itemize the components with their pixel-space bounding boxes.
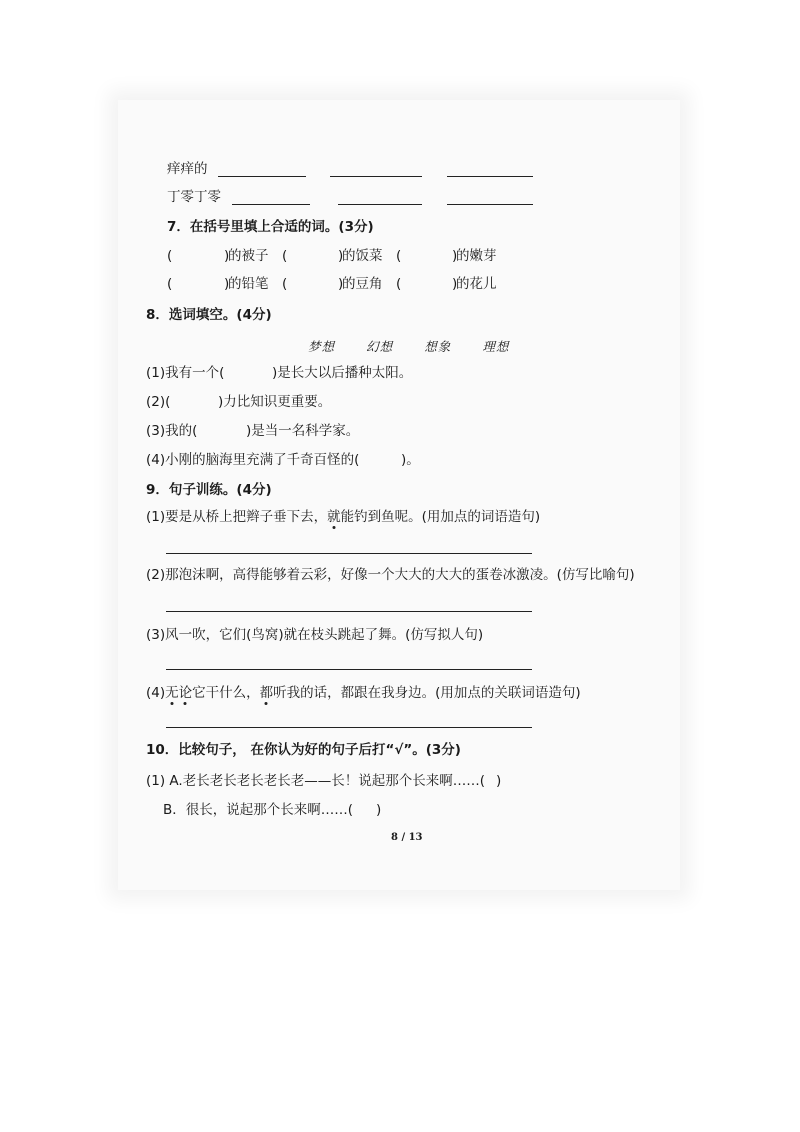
q8-word-3: 想象 [424, 339, 452, 354]
q6-row1-blank2[interactable] [330, 175, 422, 177]
q7-paren-open-6: ( [396, 276, 402, 292]
q9-s4-part-a: (4) [146, 685, 166, 701]
q9-sentence-3: (3)风一吹，它们(鸟窝)就在枝头跳起了舞。(仿写拟人句) [146, 627, 484, 643]
q10-option-b-close: ) [376, 802, 382, 818]
q6-row1-blank3[interactable] [447, 175, 533, 177]
q8-word-bank [308, 336, 535, 355]
q7-paren-close-1: ) [224, 248, 230, 264]
q7-paren-close-4: ) [224, 276, 230, 292]
q7-paren-open-3: ( [396, 248, 402, 264]
q7-item-5: 的豆角 [342, 276, 383, 292]
q9-s1-part-b: 能钓到鱼呢。(用加点的词语造句) [340, 509, 541, 525]
q6-row1-blank1[interactable] [218, 175, 306, 177]
q8-title: 8．选词填空。(4分) [146, 307, 272, 323]
q9-sentence-2: (2)那泡沫啊，高得能够着云彩，好像一个大大的大大的蛋卷冰激凌。(仿写比喻句) [146, 567, 635, 583]
q8-sentence-1-start: (1)我有一个( [146, 365, 225, 381]
q10-option-b: B．很长，说起那个长来啊……( [163, 802, 354, 818]
q10-option-a: (1) A.老长老长老长老长老——长！说起那个长来啊……( [146, 773, 485, 789]
page-number: 8 / 13 [391, 832, 423, 843]
q9-s4-dotted-1: 无 [165, 685, 179, 701]
q9-answer-line-3[interactable] [166, 668, 532, 670]
q8-sentence-2-start: (2)( [146, 394, 171, 410]
q6-row2-blank2[interactable] [338, 203, 422, 205]
q9-s4-dotted-2: 论 [178, 685, 193, 701]
q7-paren-open-4: ( [167, 276, 173, 292]
q7-paren-close-2: ) [338, 248, 344, 264]
q9-s4-part-b: 它干什么， [192, 685, 260, 701]
q9-sentence-1 [146, 508, 540, 526]
q8-sentence-4-start: (4)小刚的脑海里充满了千奇百怪的( [146, 452, 360, 468]
q6-row2-blank1[interactable] [232, 203, 310, 205]
q9-answer-line-1[interactable] [166, 552, 532, 554]
q7-item-4: 的铅笔 [228, 276, 269, 292]
q9-s4-part-c: 听我的话，都跟在我身边。(用加点的关联词语造句) [273, 685, 581, 701]
q7-item-1: 的被子 [228, 248, 269, 264]
q9-sentence-4 [146, 684, 581, 702]
q7-paren-open-2: ( [282, 248, 288, 264]
q7-paren-open-5: ( [282, 276, 288, 292]
q8-sentence-2-end: )力比知识更重要。 [218, 394, 332, 410]
q7-item-6: 的花儿 [456, 276, 497, 292]
q6-row2-label: 丁零丁零 [167, 189, 221, 205]
q8-word-1: 梦想 [308, 339, 336, 354]
q7-paren-open-1: ( [167, 248, 173, 264]
q9-s1-dotted-word: 就 [327, 509, 341, 525]
q7-paren-close-5: ) [338, 276, 344, 292]
q8-sentence-3-end: )是当一名科学家。 [246, 423, 360, 439]
q7-paren-close-3: ) [452, 248, 458, 264]
q7-paren-close-6: ) [452, 276, 458, 292]
q7-item-2: 的饭菜 [342, 248, 383, 264]
q9-title: 9．句子训练。(4分) [146, 482, 272, 498]
q8-word-2: 幻想 [366, 339, 394, 354]
q9-s1-part-a: (1)要是从桥上把辫子垂下去， [146, 509, 328, 525]
q9-answer-line-4[interactable] [166, 726, 532, 728]
q6-row2-blank3[interactable] [447, 203, 533, 205]
q6-row1-label: 痒痒的 [167, 161, 208, 177]
q8-word-4: 理想 [482, 339, 510, 354]
q8-sentence-4-end: )。 [401, 452, 420, 468]
q10-option-a-close: ) [496, 773, 502, 789]
q8-sentence-3-start: (3)我的( [146, 423, 198, 439]
q9-s4-dotted-3: 都 [259, 685, 274, 701]
q7-title: 7．在括号里填上合适的词。(3分) [167, 219, 374, 235]
q9-answer-line-2[interactable] [166, 610, 532, 612]
q10-title: 10．比较句子， 在你认为好的句子后打“√”。(3分) [146, 742, 461, 758]
q8-sentence-1-end: )是长大以后播种太阳。 [272, 365, 413, 381]
q7-item-3: 的嫩芽 [456, 248, 497, 264]
